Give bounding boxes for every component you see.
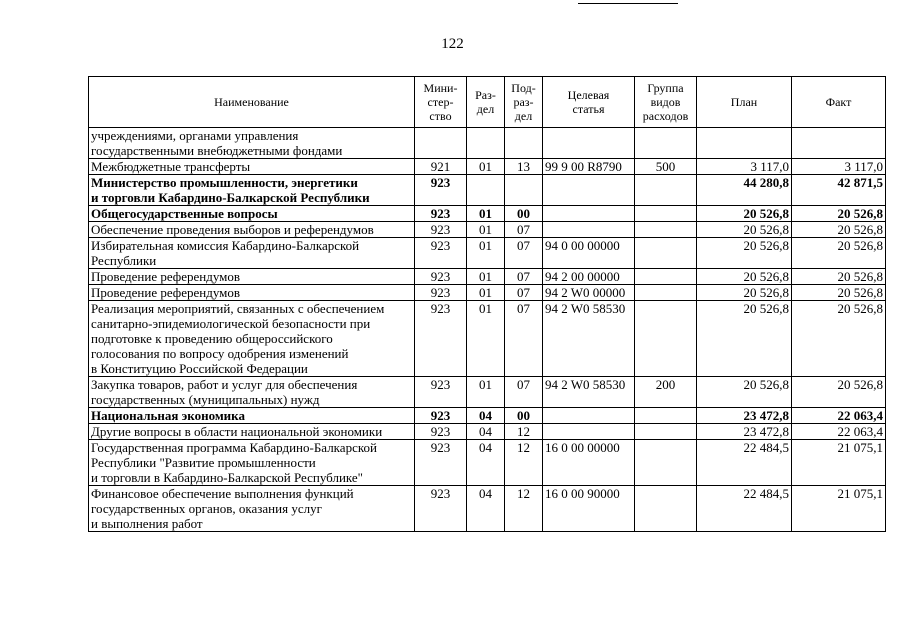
cell-fact: 21 075,1 xyxy=(792,486,886,532)
cell-fact xyxy=(792,128,886,159)
cell-podrazdel: 07 xyxy=(505,377,543,408)
cell-name: Реализация мероприятий, связанных с обеспечением санитарно-эпидемиологической безопасности при подготовке к проведению общероссийского голосования по вопросу одобрения изменений в Конституцию Российской Федерации xyxy=(89,301,415,377)
cell-group xyxy=(635,269,697,285)
cell-plan: 20 526,8 xyxy=(697,377,792,408)
cell-ministry: 923 xyxy=(415,301,467,377)
cell-name: Министерство промышленности, энергетики и торговли Кабардино-Балкарской Республики xyxy=(89,175,415,206)
cell-group xyxy=(635,128,697,159)
cell-podrazdel: 12 xyxy=(505,440,543,486)
table-row xyxy=(89,486,886,532)
cell-podrazdel: 07 xyxy=(505,285,543,301)
cell-name: учреждениями, органами управления государственными внебюджетными фондами xyxy=(89,128,415,159)
cell-target: 94 0 00 00000 xyxy=(543,238,635,269)
header-plan: План xyxy=(697,77,792,128)
table-row xyxy=(89,269,886,285)
cell-razdel: 01 xyxy=(467,377,505,408)
cell-fact: 20 526,8 xyxy=(792,301,886,377)
cell-plan: 20 526,8 xyxy=(697,301,792,377)
header-target: Целевая статья xyxy=(543,77,635,128)
table-row xyxy=(89,159,886,175)
table-row xyxy=(89,238,886,269)
table-row xyxy=(89,377,886,408)
cell-podrazdel: 12 xyxy=(505,486,543,532)
cell-podrazdel: 00 xyxy=(505,408,543,424)
cell-group xyxy=(635,175,697,206)
cell-name: Государственная программа Кабардино-Балкарской Республики "Развитие промышленности и торговли в Кабардино-Балкарской Республике" xyxy=(89,440,415,486)
cell-ministry: 923 xyxy=(415,238,467,269)
cell-target: 16 0 00 90000 xyxy=(543,486,635,532)
cell-name: Финансовое обеспечение выполнения функций государственных органов, оказания услуг и выполнения работ xyxy=(89,486,415,532)
cell-target: 94 2 W0 58530 xyxy=(543,377,635,408)
cell-plan: 20 526,8 xyxy=(697,206,792,222)
cell-target xyxy=(543,424,635,440)
cell-group xyxy=(635,408,697,424)
cell-fact: 22 063,4 xyxy=(792,408,886,424)
table-row xyxy=(89,222,886,238)
header-row xyxy=(89,77,886,128)
cell-group xyxy=(635,440,697,486)
cell-ministry: 923 xyxy=(415,377,467,408)
cell-razdel: 01 xyxy=(467,269,505,285)
header-razdel: Раз- дел xyxy=(467,77,505,128)
table-row xyxy=(89,440,886,486)
cell-ministry xyxy=(415,128,467,159)
cell-ministry: 921 xyxy=(415,159,467,175)
cell-ministry: 923 xyxy=(415,440,467,486)
cell-name: Другие вопросы в области национальной экономики xyxy=(89,424,415,440)
cell-group xyxy=(635,486,697,532)
cell-fact: 20 526,8 xyxy=(792,238,886,269)
cell-plan: 22 484,5 xyxy=(697,440,792,486)
cell-group xyxy=(635,301,697,377)
cell-razdel: 04 xyxy=(467,408,505,424)
cell-group xyxy=(635,285,697,301)
cell-razdel: 01 xyxy=(467,206,505,222)
cell-podrazdel: 07 xyxy=(505,301,543,377)
cell-fact: 20 526,8 xyxy=(792,269,886,285)
cell-fact: 20 526,8 xyxy=(792,377,886,408)
cell-fact: 20 526,8 xyxy=(792,285,886,301)
cell-ministry: 923 xyxy=(415,222,467,238)
cell-target xyxy=(543,128,635,159)
header-group: Группа видов расходов xyxy=(635,77,697,128)
cell-fact: 20 526,8 xyxy=(792,206,886,222)
table-row xyxy=(89,206,886,222)
cell-ministry: 923 xyxy=(415,424,467,440)
cell-fact: 21 075,1 xyxy=(792,440,886,486)
cell-name: Межбюджетные трансферты xyxy=(89,159,415,175)
cell-razdel: 01 xyxy=(467,301,505,377)
cell-plan: 23 472,8 xyxy=(697,408,792,424)
cell-podrazdel: 00 xyxy=(505,206,543,222)
cell-plan: 20 526,8 xyxy=(697,285,792,301)
cell-target: 94 2 W0 58530 xyxy=(543,301,635,377)
cell-ministry: 923 xyxy=(415,175,467,206)
cell-target xyxy=(543,408,635,424)
cell-target: 16 0 00 00000 xyxy=(543,440,635,486)
cell-ministry: 923 xyxy=(415,486,467,532)
cell-group: 200 xyxy=(635,377,697,408)
cell-name: Проведение референдумов xyxy=(89,285,415,301)
cell-razdel: 04 xyxy=(467,424,505,440)
page-number: 122 xyxy=(441,36,464,52)
table-row xyxy=(89,408,886,424)
header-podrazdel: Под- раз- дел xyxy=(505,77,543,128)
cell-target xyxy=(543,206,635,222)
cell-target: 94 2 W0 00000 xyxy=(543,285,635,301)
budget-table xyxy=(88,76,886,532)
cell-podrazdel xyxy=(505,175,543,206)
cell-razdel xyxy=(467,128,505,159)
cell-target: 94 2 00 00000 xyxy=(543,269,635,285)
cell-name: Закупка товаров, работ и услуг для обеспечения государственных (муниципальных) нужд xyxy=(89,377,415,408)
cell-group xyxy=(635,222,697,238)
cell-name: Обеспечение проведения выборов и референдумов xyxy=(89,222,415,238)
cell-group: 500 xyxy=(635,159,697,175)
cell-ministry: 923 xyxy=(415,285,467,301)
cell-razdel: 04 xyxy=(467,440,505,486)
header-ministry: Мини- стер- ство xyxy=(415,77,467,128)
table-row xyxy=(89,175,886,206)
cell-podrazdel: 12 xyxy=(505,424,543,440)
cell-plan: 22 484,5 xyxy=(697,486,792,532)
cell-podrazdel xyxy=(505,128,543,159)
cell-name: Избирательная комиссия Кабардино-Балкарской Республики xyxy=(89,238,415,269)
cell-plan: 20 526,8 xyxy=(697,269,792,285)
cell-razdel: 01 xyxy=(467,238,505,269)
cell-target xyxy=(543,175,635,206)
cell-ministry: 923 xyxy=(415,206,467,222)
cell-fact: 42 871,5 xyxy=(792,175,886,206)
cell-target: 99 9 00 R8790 xyxy=(543,159,635,175)
cell-name: Проведение референдумов xyxy=(89,269,415,285)
cell-podrazdel: 13 xyxy=(505,159,543,175)
table-row xyxy=(89,128,886,159)
cell-plan: 23 472,8 xyxy=(697,424,792,440)
cell-plan: 3 117,0 xyxy=(697,159,792,175)
cell-name: Национальная экономика xyxy=(89,408,415,424)
cell-target xyxy=(543,222,635,238)
cell-plan: 20 526,8 xyxy=(697,238,792,269)
cell-podrazdel: 07 xyxy=(505,269,543,285)
cell-razdel xyxy=(467,175,505,206)
cell-fact: 22 063,4 xyxy=(792,424,886,440)
cell-podrazdel: 07 xyxy=(505,238,543,269)
table-row xyxy=(89,301,886,377)
cell-ministry: 923 xyxy=(415,269,467,285)
header-name: Наименование xyxy=(89,77,415,128)
cell-group xyxy=(635,206,697,222)
cell-plan: 44 280,8 xyxy=(697,175,792,206)
cell-razdel: 04 xyxy=(467,486,505,532)
table-row xyxy=(89,285,886,301)
header-fact: Факт xyxy=(792,77,886,128)
cell-plan: 20 526,8 xyxy=(697,222,792,238)
cell-group xyxy=(635,238,697,269)
cell-razdel: 01 xyxy=(467,285,505,301)
table-body xyxy=(89,128,886,532)
cell-group xyxy=(635,424,697,440)
cell-fact: 3 117,0 xyxy=(792,159,886,175)
cell-razdel: 01 xyxy=(467,159,505,175)
cell-plan xyxy=(697,128,792,159)
cell-name: Общегосударственные вопросы xyxy=(89,206,415,222)
cell-razdel: 01 xyxy=(467,222,505,238)
cell-fact: 20 526,8 xyxy=(792,222,886,238)
cell-ministry: 923 xyxy=(415,408,467,424)
table-row xyxy=(89,424,886,440)
cell-podrazdel: 07 xyxy=(505,222,543,238)
top-rule xyxy=(578,3,678,4)
